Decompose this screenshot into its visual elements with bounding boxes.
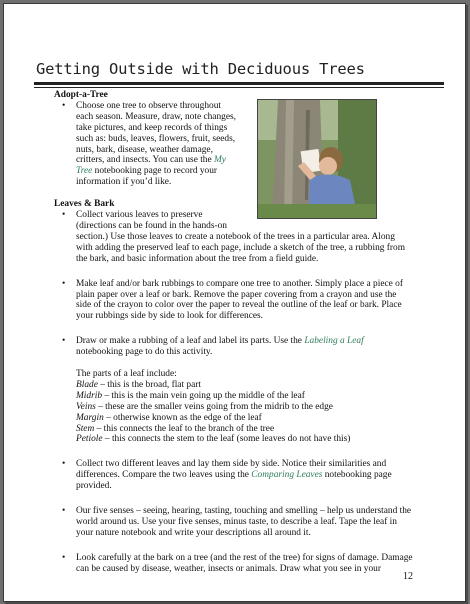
text-span: critters, and insects. You can use the <box>76 155 214 166</box>
text-line: notebooking page to do this activity. <box>76 347 213 358</box>
text-line: provided. <box>76 481 112 492</box>
bullet-bark-damage <box>54 553 444 575</box>
bullet-compare-leaves <box>54 459 444 492</box>
text-line: plain paper over a leaf or bark. Remove the paper covering from a crayon and use the <box>76 289 397 300</box>
spacer <box>54 322 444 336</box>
spacer <box>54 492 444 506</box>
leaf-part-description: – this connects the stem to the leaf (some leaves do not have this) <box>102 434 351 445</box>
title-rule-thick <box>34 82 444 85</box>
bullet-adopt-tree <box>54 101 444 188</box>
leaf-part-term: Veins <box>76 401 96 412</box>
page-title: Getting Outside with Deciduous Trees <box>36 60 365 78</box>
text-line: Choose one tree to observe throughout <box>76 100 222 111</box>
bullet-glyph: • <box>62 459 66 470</box>
text-line <box>76 155 444 166</box>
bullet-collect-leaves <box>54 210 444 265</box>
spacer <box>76 358 444 369</box>
text-line: Make leaf and/or bark rubbings to compare one tree to another. Simply place a piece of <box>76 278 403 289</box>
text-line: side of the crayon to color over the paper to reveal the outline of the leaf or bark. Place <box>76 300 402 311</box>
text-line: Collect two different leaves and lay them side by side. Notice their similarities and <box>76 459 387 470</box>
text-line: (directions can be found in the hands-on <box>76 220 227 231</box>
leaf-part-term: Blade <box>76 379 98 390</box>
bullet-label-leaf <box>54 336 444 445</box>
leaf-part-description: – this is the main vein going up the middle of the leaf <box>102 390 305 401</box>
leaf-part-item <box>76 413 444 424</box>
leaf-part-description: – these are the smaller veins going from the midrib to the edge <box>95 401 333 412</box>
leaf-part-item <box>76 402 444 413</box>
leaf-part-description: – this connects the leaf to the branch of the tree <box>94 423 275 434</box>
bullet-glyph: • <box>62 506 66 517</box>
text-line: such as: buds, leaves, flowers, fruit, seeds, <box>76 133 236 144</box>
spacer <box>54 445 444 459</box>
leaf-part-term: Margin <box>76 412 104 423</box>
text-line: each season. Measure, draw, note changes, <box>76 111 237 122</box>
leaf-part-term: Midrib <box>76 390 103 401</box>
bullet-glyph: • <box>62 100 66 111</box>
text-line <box>76 470 444 481</box>
text-span: notebooking page <box>322 470 392 481</box>
leaf-part-item <box>76 380 444 391</box>
text-line: take pictures, and keep records of things <box>76 122 228 133</box>
text-span: Draw or make a rubbing of a leaf and label its parts. Use the <box>76 336 305 347</box>
bullet-rubbings <box>54 279 444 323</box>
spacer <box>54 265 444 279</box>
link-labeling-a-leaf[interactable]: Labeling a Leaf <box>304 336 364 347</box>
bullet-glyph: • <box>62 210 66 221</box>
document-page <box>3 3 466 602</box>
text-line: world around us. Use your five senses, minus taste, to describe a leaf. Tape the leaf in <box>76 517 397 527</box>
leaf-parts-list <box>76 380 444 445</box>
link-comparing-leaves[interactable]: Comparing Leaves <box>251 470 323 481</box>
title-rule-thin <box>34 87 444 88</box>
leaf-part-description: – this is the broad, flat part <box>97 379 201 390</box>
text-line: the bark, and basic information about the tree from a field guide. <box>76 253 319 264</box>
link-my-tree[interactable]: My <box>214 155 226 166</box>
text-line: Collect various leaves to preserve <box>76 210 203 221</box>
text-span: differences. Compare the two leaves using the <box>76 470 252 481</box>
spacer <box>54 188 444 199</box>
text-line: with adding the preserved leaf to each page, include a sketch of the tree, a rubbing from <box>76 242 406 253</box>
bullet-five-senses <box>54 506 444 539</box>
text-line: section.) Use those leaves to create a notebook of the trees in a particular area. Along <box>76 231 395 242</box>
leaf-part-item <box>76 391 444 402</box>
leaf-part-term: Petiole <box>76 434 103 445</box>
spacer <box>54 539 444 553</box>
link-my-tree-cont[interactable]: Tree <box>76 166 93 177</box>
leaf-part-item <box>76 434 444 445</box>
text-line: Look carefully at the bark on a tree (and the rest of the tree) for signs of damage. Damage <box>76 552 413 563</box>
text-line: can be caused by disease, weather, insects or animals. Draw what you see in your <box>76 563 381 574</box>
text-line: your nature notebook and write your descriptions all around it. <box>76 527 311 538</box>
text-line: nuts, bark, disease, weather damage, <box>76 144 213 155</box>
bullet-glyph: • <box>62 278 66 289</box>
document-body <box>54 90 444 575</box>
text-line: your rubbings side by side to look for differences. <box>76 311 264 322</box>
leaf-part-item <box>76 424 444 435</box>
text-line: Our five senses – seeing, hearing, tasting, touching and smelling – help us understand the <box>76 506 412 517</box>
heading-adopt-a-tree: Adopt-a-Tree <box>54 90 108 100</box>
bullet-glyph: • <box>62 552 66 563</box>
text-line <box>76 336 444 347</box>
leaf-parts-intro: The parts of a leaf include: <box>76 369 177 380</box>
heading-leaves-bark: Leaves & Bark <box>54 199 115 210</box>
text-line: information if you’d like. <box>76 177 172 188</box>
leaf-part-description: – otherwise known as the edge of the leaf <box>103 412 262 423</box>
text-span: notebooking page to record your <box>92 166 218 177</box>
bullet-glyph: • <box>62 336 66 347</box>
leaf-part-term: Stem <box>76 423 95 434</box>
text-line <box>76 166 444 177</box>
page-number: 12 <box>403 571 413 582</box>
